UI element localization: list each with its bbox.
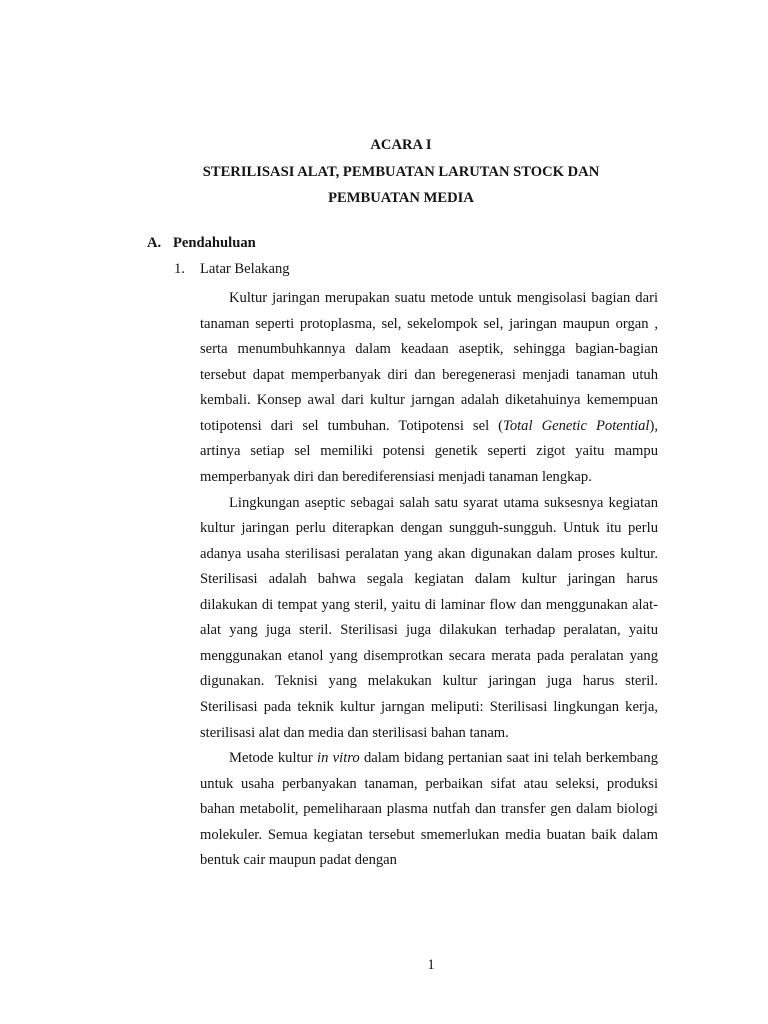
paragraph-1-text-b: ), artinya setiap sel memiliki potensi genetik seperti zigot yaitu mampu memperbanyak diri dan berediferensiasi menjadi tanaman lengkap. — [200, 417, 658, 485]
chapter-subtitle-line1: STERILISASI ALAT, PEMBUATAN LARUTAN STOCK DAN — [202, 164, 600, 180]
chapter-title: ACARA I — [370, 137, 432, 153]
chapter-subtitle-line2: PEMBUATAN MEDIA — [328, 190, 474, 206]
paragraph-3 — [200, 746, 658, 874]
paragraph-3-italic-term: in vitro — [317, 750, 360, 767]
subsection-heading — [174, 260, 290, 278]
page-number: 1 — [427, 957, 435, 973]
section-heading — [147, 234, 256, 252]
paragraph-1-text-a: Kultur jaringan merupakan suatu metode untuk mengisolasi bagian dari tanaman seperti protoplasma, sel, sekelompok sel, jaringan maupun organ , serta menumbuhkannya dalam keadaan aseptik, sehingga bagian-bagian tersebut dapat memperbanyak diri dan beregenerasi menjadi tanaman utuh kembali. Konsep awal dari kultur jarngan adalah diketahuinya kemempuan totipotensi dari sel tumbuhan. Totipotensi sel ( — [200, 290, 658, 434]
subsection-title: Latar Belakang — [200, 261, 290, 277]
paragraph-1 — [200, 286, 658, 491]
subsection-number: 1. — [174, 261, 185, 277]
body-text — [200, 286, 658, 874]
paragraph-3-text-a: Metode kultur — [229, 750, 318, 767]
section-letter: A. — [147, 235, 162, 251]
paragraph-2: Lingkungan aseptic sebagai salah satu syarat utama suksesnya kegiatan kultur jaringan perlu diterapkan dengan sungguh-sungguh. Untuk itu perlu adanya usaha sterilisasi peralatan yang akan digunakan dalam proses kultur. Sterilisasi adalah bahwa segala kegiatan dalam kultur jaringan harus dilakukan di tempat yang steril, yaitu di laminar flow dan menggunakan alat-alat yang juga steril. Sterilisasi juga dilakukan terhadap peralatan, yaitu menggunakan etanol yang disemprotkan secara merata pada peralatan yang digunakan. Teknisi yang melakukan kultur jaringan juga harus steril. Sterilisasi pada teknik kultur jarngan meliputi: Sterilisasi lingkungan kerja, sterilisasi alat dan media dan sterilisasi bahan tanam. — [200, 494, 658, 741]
paragraph-1-italic-term: Total Genetic Potential — [503, 417, 650, 434]
paragraph-3-text-b: dalam bidang pertanian saat ini telah berkembang untuk usaha perbanyakan tanaman, perbaikan sifat atau seleksi, produksi bahan metabolit, pemeliharaan plasma nutfah dan transfer gen dalam biologi molekuler. Semua kegiatan tersebut smemerlukan media buatan baik dalam bentuk cair maupun padat dengan — [200, 750, 658, 869]
section-title: Pendahuluan — [173, 235, 256, 251]
